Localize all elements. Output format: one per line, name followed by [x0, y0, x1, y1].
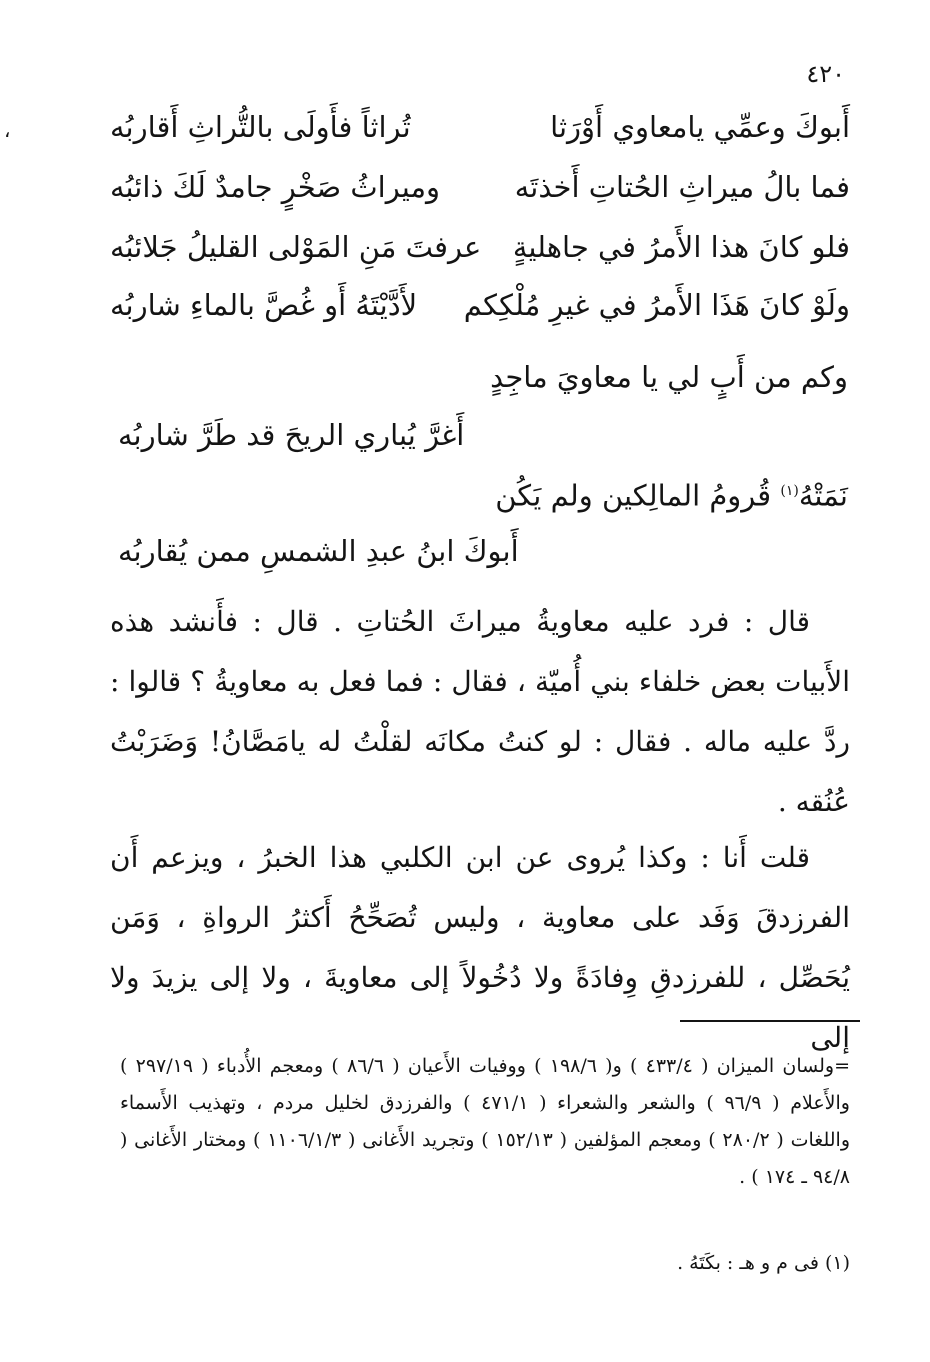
couplet [110, 218, 850, 276]
footnote-marker: (١) [780, 483, 799, 499]
hemistich-second: تُراثاً فأَولَى بالتُّراثِ أَقاربُه [110, 110, 411, 144]
page-number: ٤٢٠ [806, 60, 845, 88]
hemistich-first: أَبوكَ وعمِّي يامعاوي أَوْرَثا [550, 110, 850, 144]
couplet [110, 98, 850, 156]
paragraph: قلت أَنا : وكذا يُروى عن ابن الكلبي هذا الخبرُ ، ويزعم أَن الفرزدقَ وَفَد على معاوية ، وليس تُصَحِّحُ أَكثرُ الرواةِ ، وَمَن يُحَصِّل ، للفرزدقِ وِفادَةً ولا دُخُولاً إلى معاويةَ ، ولا إلى يزيدَ ولا إلى [110, 841, 850, 1054]
hemistich-first: ولَوْ كانَ هَذَا الأَمرُ في غيرِ مُلْكِكم [463, 288, 850, 322]
hemistich-first: فما بالُ ميراثِ الحُتاتِ أَخذتَه [514, 170, 850, 204]
hemistich-first: فلو كانَ هذا الأَمرُ في جاهليةٍ [512, 230, 850, 264]
verse-words: قُرومُ المالِكين ولم يَكُن [495, 478, 772, 513]
footnote-separator [680, 1020, 860, 1022]
footnote: (١) فى م و هـ : بكَتَهُ . [677, 1252, 850, 1274]
couplet [110, 276, 850, 334]
hemistich-second: وميراثُ صَخْرٍ جامدٌ لَكَ ذائبُه [110, 170, 441, 204]
verse-line: أَبوكَ ابنُ عبدِ الشمسِ ممن يُقاربُه [118, 534, 519, 568]
verse-word: نَمَتْهُ [798, 478, 848, 513]
hemistich-second: عرفتَ مَنِ المَوْلى القليلُ جَلائبُه [110, 230, 482, 264]
hemistich-second: لأَدَّيْتَهُ أَو غُصَّ بالماءِ شاربُه [110, 288, 418, 322]
paragraph: قال : فرد عليه معاويةُ ميراثَ الحُتاتِ . قال : فأَنشد هذه الأَبيات بعض خلفاء بني أُميّة ، فقال : فما فعل به معاويةُ ؟ قالوا : ردَّ عليه ماله . فقال : لو كنتُ مكانَه لقلْتُ له يامَصَّانُ! وَضَرَبْتُ عُنُقه . [110, 605, 850, 818]
couplet [110, 158, 850, 216]
verse-line: أَغرَّ يُباري الريحَ قد طَرَّ شاربُه [118, 418, 465, 452]
verse-line [495, 462, 848, 525]
verse-line: وكم من أَبٍ لي يا معاويَ ماجِدٍ [490, 360, 848, 394]
footnote-continuation: =ولسان الميزان ( ٤٣٣/٤ ) و( ١٩٨/٦ ) ووفيات الأَعيان ( ٨٦/٦ ) ومعجم الأُدباء ( ٢٩٧/١٩ ) والأَعلام ( ٩٦/٩ ) والشعر والشعراء ( ٤٧١/١ ) والفرزدق لخليل مردم ، وتهذيب الأَسماء واللغات ( ٢٨٠/٢ ) ومعجم المؤلفين ( ١٥٢/١٣ ) وتجريد الأَغانى ( ١١٠٦/١/٣ ) ومختار الأَغانى ( ٩٤/٨ ـ ١٧٤ ) . [120, 1055, 851, 1188]
edge-mark: ، [4, 118, 11, 142]
